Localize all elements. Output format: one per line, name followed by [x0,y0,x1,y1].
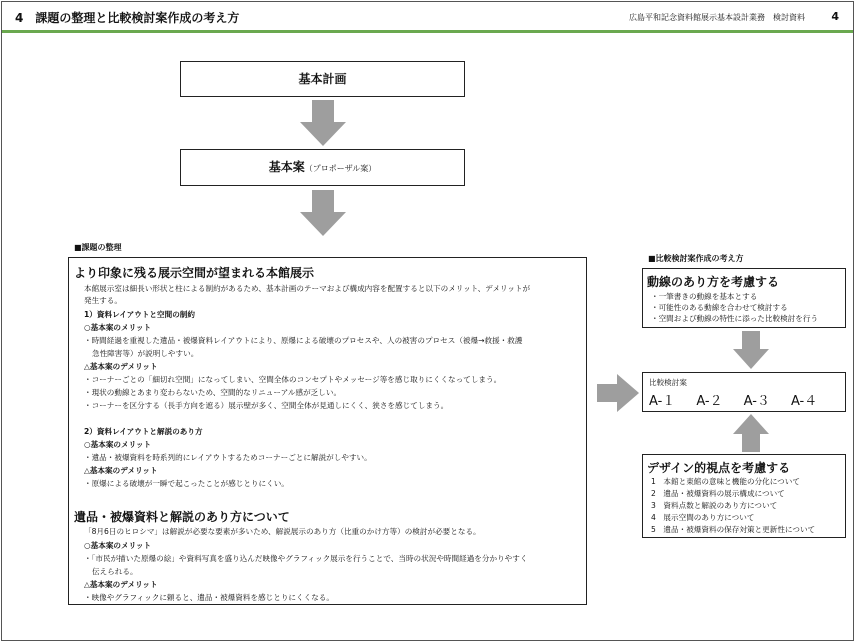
up-arrow-icon [733,414,769,452]
document-meta: 広島平和記念資料館展示基本設計業務 検討資料 [629,13,805,22]
down-arrow-icon [300,190,346,236]
demerit-2-line-1: ・原爆による破壊が一瞬で起こったことが感じとりにくい。 [84,479,289,488]
document-page [1,1,854,641]
design-viewpoint-item: 2 遺品・被爆資料の展示構成について [651,489,785,498]
flow-box-basic-proposal [180,149,465,186]
header-rule [2,30,853,33]
circulation-item: ・空間および動線の特性に添った比較検討を行う [651,314,819,323]
demerit-heading-1: △基本案のデメリット [84,362,158,371]
flow-box-basic-plan [180,61,465,97]
flow-box-basic-plan-label: 基本計画 [298,72,347,86]
circulation-title: 動線のあり方を考慮する [647,275,780,289]
merit-1-line-2: 急性障害等）が説明しやすい。 [92,349,199,358]
down-arrow-icon [300,100,346,146]
right-arrow-icon [597,374,639,412]
merit-heading-1: ○基本案のメリット [84,323,152,332]
issues-intro-line-1: 本館展示室は細長い形状と柱による制約があるため、基本計画のテーマおよび構成内容を配置すると以下のメリット、デメリットが [84,284,531,293]
approach-section-label: ■比較検討案作成の考え方 [648,254,744,263]
merit-1-line-1: ・時間経過を重視した遺品・被爆資料レイアウトにより、原爆による破壊のプロセスや、人の被害のプロセス（被爆→救援・救護 [84,336,523,345]
design-viewpoint-item: 5 遺品・被爆資料の保存対策と更新性について [651,525,816,534]
issues-subheading-2: 2）資料レイアウトと解説のあり方 [84,427,203,436]
issues-intro-line-2: 発生する。 [84,296,122,305]
demerit-3-line-1: ・映像やグラフィックに頼ると、遺品・被爆資料を感じとりにくくなる。 [84,593,334,602]
issues-heading-2: 遺品・被爆資料と解説のあり方について [74,510,290,524]
circulation-box [642,268,846,328]
issues-heading-1: より印象に残る展示空間が望まれる本館展示 [74,266,315,280]
issues-subheading-1: 1）資料レイアウトと空間の制約 [84,310,195,319]
demerit-1-line-1: ・コーナーごとの「細切れ空間」になってしまい、空間全体のコンセプトやメッセージ等を感じ取りにくくなってしまう。 [84,375,502,384]
plan-code: A-１ [649,394,676,409]
down-arrow-icon [733,331,769,369]
merit-heading-2: ○基本案のメリット [84,440,152,449]
merit-3-line-2: 伝えられる。 [92,567,138,576]
circulation-item: ・可能性のある動線を合わせて検討する [651,303,788,312]
design-viewpoint-item: 1 本館と東館の意味と機能の分化について [651,477,800,486]
merit-2-line-1: ・遺品・被爆資料を時系列的にレイアウトするためコーナーごとに解説がしやすい。 [84,453,372,462]
flow-box-basic-proposal-sub: （プロポーザル案） [304,164,377,173]
flow-box-basic-proposal-label: 基本案 [268,160,305,174]
design-viewpoint-item: 3 資料点数と解説のあり方について [651,501,778,510]
plan-codes [649,390,838,409]
plan-code: A-２ [696,394,723,409]
demerit-1-line-3: ・コーナーを区分する（長手方向を遮る）展示壁が多く、空間全体が見通しにくく、狭さを感じてしまう。 [84,401,449,410]
issues-section-label: ■課題の整理 [74,243,122,252]
demerit-1-line-2: ・現状の動線とあまり変わらないため、空間的なリニューアル感が乏しい。 [84,388,342,397]
demerit-heading-2: △基本案のデメリット [84,466,158,475]
design-viewpoint-box [642,454,846,538]
comparison-plans-label: 比較検討案 [649,378,687,387]
merit-heading-3: ○基本案のメリット [84,541,152,550]
issues-box [68,257,587,605]
plan-code: A-４ [790,394,818,409]
circulation-item: ・一筆書きの動線を基本とする [651,292,758,301]
merit-3-line-1: ・「市民が描いた原爆の絵」や資料写真を盛り込んだ映像やグラフィック展示を行うことで、当時の状況や時間経過を分かりやすく [84,554,528,563]
issues-intro-line-3: 「8月6日のヒロシマ」は解説が必要な要素が多いため、解説展示のあり方（比重のかけ方等）の検討が必要となる。 [84,527,481,536]
demerit-heading-3: △基本案のデメリット [84,580,158,589]
plan-code: A-３ [743,394,770,409]
page-number: 4 [831,10,839,23]
design-viewpoint-title: デザイン的視点を考慮する [647,461,791,475]
comparison-plans-box [642,372,846,412]
page-header [2,2,853,28]
page-title: 4 課題の整理と比較検討案作成の考え方 [15,11,240,25]
design-viewpoint-item: 4 展示空間のあり方について [651,513,755,522]
